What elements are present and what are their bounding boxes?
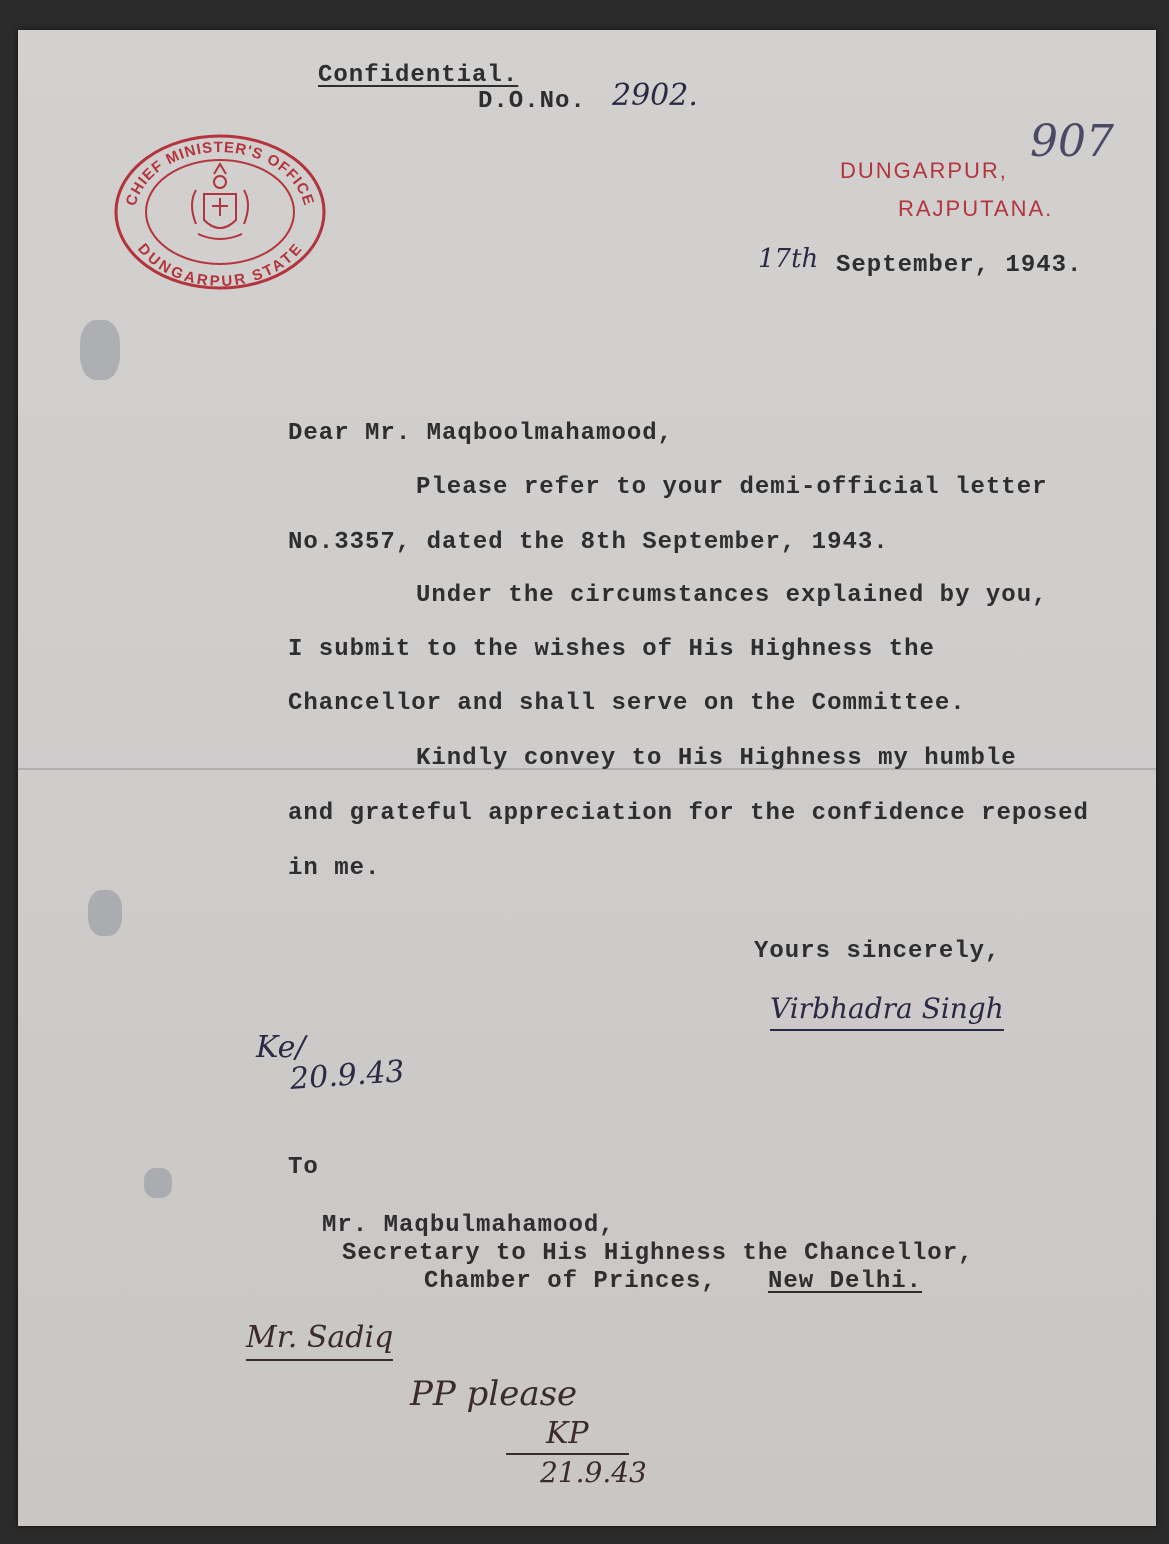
paper-tear <box>144 1168 172 1198</box>
letterhead-city: DUNGARPUR, <box>840 158 1008 183</box>
note-date: 21.9.43 <box>540 1456 647 1489</box>
date-day: 17th <box>758 244 819 274</box>
addressee-office: Chamber of Princes, <box>424 1268 717 1295</box>
signature: Virbhadra Singh <box>770 992 1004 1031</box>
body-line: Kindly convey to His Highness my humble <box>416 745 1017 772</box>
initial-mark: Ke/ <box>256 1030 306 1065</box>
body-line: I submit to the wishes of His Highness the <box>288 636 935 663</box>
salutation: Dear Mr. Maqboolmahamood, <box>288 420 674 447</box>
body-line: Chancellor and shall serve on the Committee. <box>288 690 966 717</box>
confidential-label: Confidential. <box>318 62 519 89</box>
svg-text:DUNGARPUR STATE <box>134 240 306 290</box>
svg-text:CHIEF MINISTER'S OFFICE <box>123 139 318 208</box>
addressee-city: New Delhi. <box>768 1268 923 1295</box>
file-number: 907 <box>1030 116 1114 167</box>
addressee-name: Mr. Maqbulmahamood, <box>322 1212 615 1239</box>
note-pp: PP please <box>410 1374 578 1414</box>
closing: Yours sincerely, <box>754 938 1001 965</box>
body-line: Please refer to your demi-official letter <box>416 474 1048 501</box>
body-line: in me. <box>288 855 381 882</box>
do-label: D.O.No. <box>478 88 586 115</box>
do-number: 2902. <box>612 78 698 113</box>
body-line: and grateful appreciation for the confidence reposed <box>288 800 1089 827</box>
to-label: To <box>288 1154 319 1181</box>
letterhead-region: RAJPUTANA. <box>898 196 1054 221</box>
note-initials: KP <box>506 1416 629 1455</box>
date-text: September, 1943. <box>836 252 1083 279</box>
coat-of-arms-icon <box>192 164 248 239</box>
seal-top-text: CHIEF MINISTER'S OFFICE <box>122 138 318 209</box>
paper-tear <box>80 320 120 380</box>
note-name: Mr. Sadiq <box>246 1320 393 1361</box>
initial-date: 20.9.43 <box>288 1054 406 1097</box>
addressee-title: Secretary to His Highness the Chancellor, <box>342 1240 974 1267</box>
chief-minister-seal <box>112 132 328 292</box>
body-line: Under the circumstances explained by you, <box>416 582 1048 609</box>
body-line: No.3357, dated the 8th September, 1943. <box>288 529 889 556</box>
seal-bottom-text: DUNGARPUR STATE <box>134 240 306 291</box>
paper-tear <box>88 890 122 936</box>
